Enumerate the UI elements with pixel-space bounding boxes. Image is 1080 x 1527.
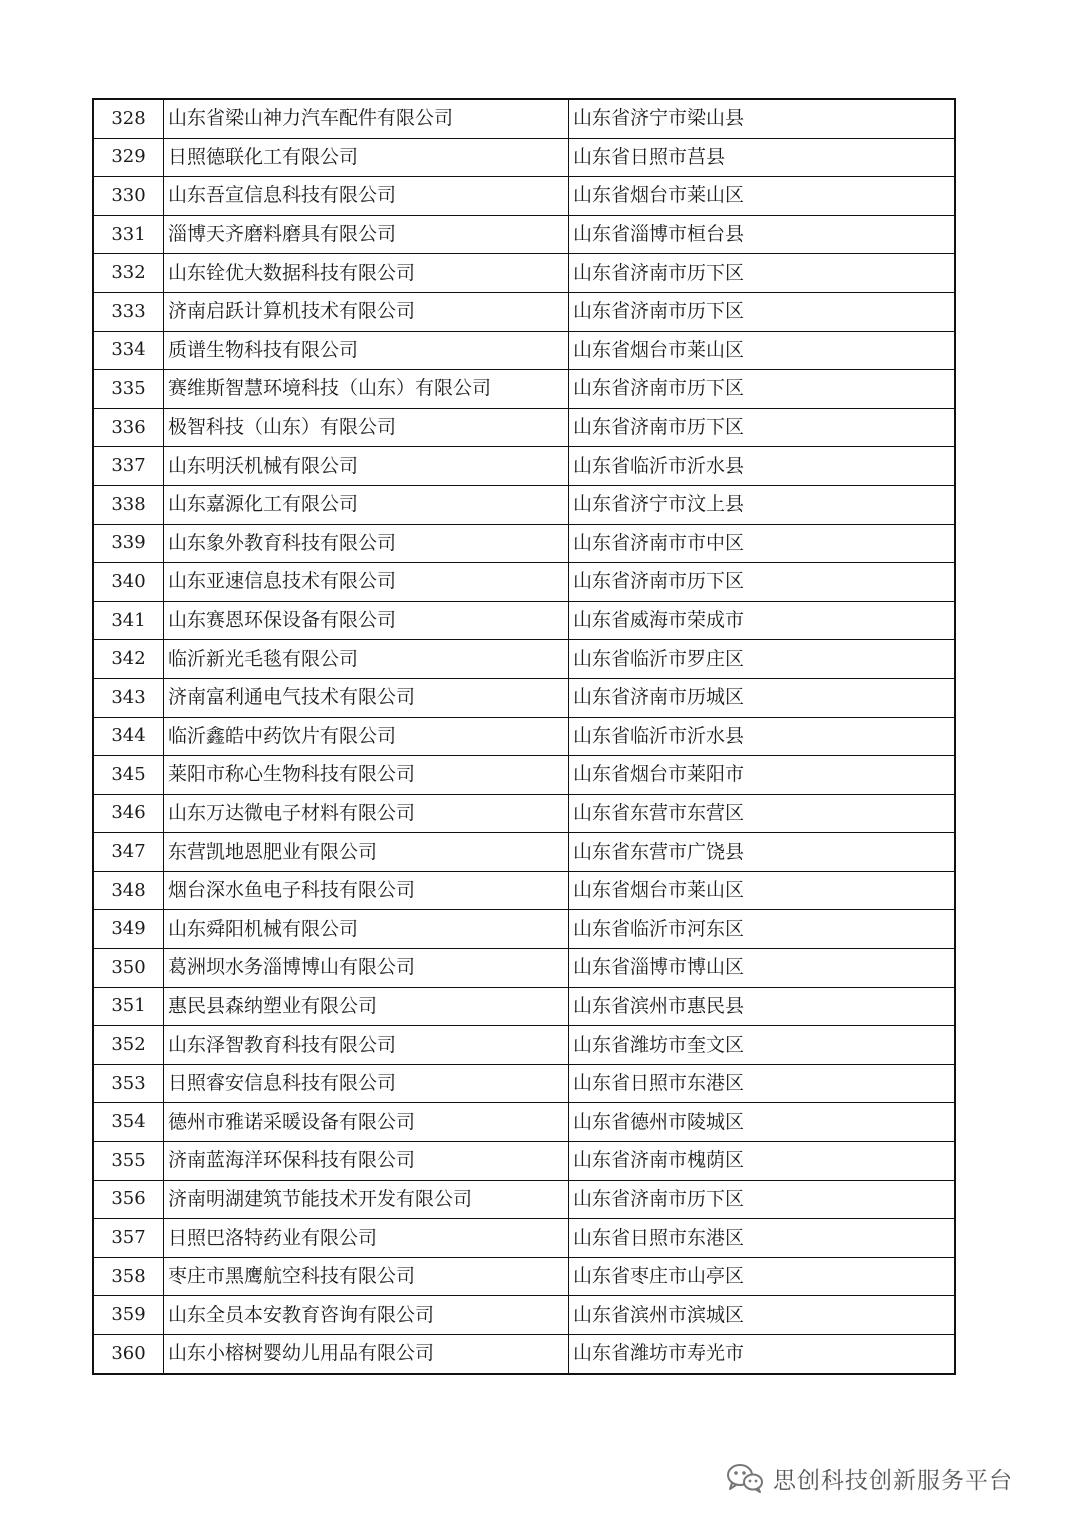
table-row (93, 678, 955, 717)
table-row (93, 1219, 955, 1258)
company-name: 临沂新光毛毯有限公司 (164, 640, 569, 679)
company-location: 山东省济南市市中区 (569, 524, 956, 563)
company-location: 山东省东营市东营区 (569, 794, 956, 833)
table-row (93, 987, 955, 1026)
row-number: 360 (93, 1335, 164, 1374)
table-row (93, 601, 955, 640)
row-number: 330 (93, 177, 164, 216)
row-number: 357 (93, 1219, 164, 1258)
company-name: 山东赛恩环保设备有限公司 (164, 601, 569, 640)
company-name: 山东亚速信息技术有限公司 (164, 563, 569, 602)
company-location: 山东省淄博市博山区 (569, 949, 956, 988)
company-name: 赛维斯智慧环境科技（山东）有限公司 (164, 370, 569, 409)
company-name: 山东小榕树婴幼儿用品有限公司 (164, 1335, 569, 1374)
table-row (93, 640, 955, 679)
row-number: 337 (93, 447, 164, 486)
table-row (93, 1257, 955, 1296)
table-row (93, 292, 955, 331)
table-row (93, 99, 955, 138)
table-row (93, 1335, 955, 1374)
company-location: 山东省临沂市罗庄区 (569, 640, 956, 679)
table-row (93, 138, 955, 177)
table-row (93, 717, 955, 756)
row-number: 359 (93, 1296, 164, 1335)
company-name: 日照巴洛特药业有限公司 (164, 1219, 569, 1258)
row-number: 350 (93, 949, 164, 988)
company-location: 山东省烟台市莱山区 (569, 177, 956, 216)
company-table (92, 98, 956, 1375)
row-number: 353 (93, 1064, 164, 1103)
row-number: 348 (93, 871, 164, 910)
row-number: 352 (93, 1026, 164, 1065)
company-name: 德州市雅诺采暖设备有限公司 (164, 1103, 569, 1142)
company-location: 山东省济南市历下区 (569, 563, 956, 602)
company-location: 山东省临沂市河东区 (569, 910, 956, 949)
company-name: 山东象外教育科技有限公司 (164, 524, 569, 563)
wechat-icon (725, 1462, 765, 1494)
company-location: 山东省德州市陵城区 (569, 1103, 956, 1142)
table-row (93, 331, 955, 370)
row-number: 333 (93, 292, 164, 331)
company-location: 山东省临沂市沂水县 (569, 447, 956, 486)
table-row (93, 910, 955, 949)
company-location: 山东省济南市历下区 (569, 1180, 956, 1219)
company-location: 山东省济南市历下区 (569, 254, 956, 293)
company-name: 极智科技（山东）有限公司 (164, 408, 569, 447)
company-location: 山东省枣庄市山亭区 (569, 1257, 956, 1296)
company-name: 济南蓝海洋环保科技有限公司 (164, 1142, 569, 1181)
company-name: 山东明沃机械有限公司 (164, 447, 569, 486)
company-name: 山东万达微电子材料有限公司 (164, 794, 569, 833)
company-name: 济南富利通电气技术有限公司 (164, 678, 569, 717)
table-row (93, 524, 955, 563)
company-name: 山东嘉源化工有限公司 (164, 485, 569, 524)
row-number: 346 (93, 794, 164, 833)
company-location: 山东省济南市历下区 (569, 408, 956, 447)
company-location: 山东省潍坊市寿光市 (569, 1335, 956, 1374)
company-location: 山东省日照市莒县 (569, 138, 956, 177)
row-number: 347 (93, 833, 164, 872)
company-name: 淄博天齐磨料磨具有限公司 (164, 215, 569, 254)
row-number: 339 (93, 524, 164, 563)
company-location: 山东省临沂市沂水县 (569, 717, 956, 756)
row-number: 338 (93, 485, 164, 524)
company-name: 日照德联化工有限公司 (164, 138, 569, 177)
table-row (93, 871, 955, 910)
company-location: 山东省滨州市滨城区 (569, 1296, 956, 1335)
table-row (93, 485, 955, 524)
table-row (93, 949, 955, 988)
row-number: 328 (93, 99, 164, 138)
company-location: 山东省济南市历下区 (569, 292, 956, 331)
table-row (93, 794, 955, 833)
company-location: 山东省日照市东港区 (569, 1064, 956, 1103)
table-row (93, 833, 955, 872)
row-number: 355 (93, 1142, 164, 1181)
table-row (93, 177, 955, 216)
company-location: 山东省潍坊市奎文区 (569, 1026, 956, 1065)
company-name: 济南启跃计算机技术有限公司 (164, 292, 569, 331)
row-number: 341 (93, 601, 164, 640)
row-number: 334 (93, 331, 164, 370)
table-row (93, 370, 955, 409)
company-location: 山东省济宁市梁山县 (569, 99, 956, 138)
company-location: 山东省烟台市莱阳市 (569, 756, 956, 795)
company-location: 山东省烟台市莱山区 (569, 871, 956, 910)
company-location: 山东省日照市东港区 (569, 1219, 956, 1258)
company-name: 东营凯地恩肥业有限公司 (164, 833, 569, 872)
row-number: 354 (93, 1103, 164, 1142)
table-row (93, 254, 955, 293)
company-location: 山东省济南市历城区 (569, 678, 956, 717)
table-row (93, 215, 955, 254)
company-location: 山东省济南市槐荫区 (569, 1142, 956, 1181)
row-number: 356 (93, 1180, 164, 1219)
company-name: 山东全员本安教育咨询有限公司 (164, 1296, 569, 1335)
company-name: 山东泽智教育科技有限公司 (164, 1026, 569, 1065)
company-name: 惠民县森纳塑业有限公司 (164, 987, 569, 1026)
company-location: 山东省济南市历下区 (569, 370, 956, 409)
table-row (93, 447, 955, 486)
company-name: 济南明湖建筑节能技术开发有限公司 (164, 1180, 569, 1219)
company-name: 枣庄市黑鹰航空科技有限公司 (164, 1257, 569, 1296)
company-location: 山东省威海市荣成市 (569, 601, 956, 640)
table-row (93, 408, 955, 447)
row-number: 342 (93, 640, 164, 679)
row-number: 329 (93, 138, 164, 177)
table-row (93, 1296, 955, 1335)
company-location: 山东省东营市广饶县 (569, 833, 956, 872)
company-name: 山东省梁山神力汽车配件有限公司 (164, 99, 569, 138)
row-number: 340 (93, 563, 164, 602)
table-row (93, 1103, 955, 1142)
company-name: 山东吾宣信息科技有限公司 (164, 177, 569, 216)
table-row (93, 1180, 955, 1219)
row-number: 351 (93, 987, 164, 1026)
company-location: 山东省济宁市汶上县 (569, 485, 956, 524)
company-name: 临沂鑫皓中药饮片有限公司 (164, 717, 569, 756)
company-name: 山东铨优大数据科技有限公司 (164, 254, 569, 293)
watermark (725, 1458, 1013, 1498)
company-location: 山东省淄博市桓台县 (569, 215, 956, 254)
row-number: 344 (93, 717, 164, 756)
company-name: 烟台深水鱼电子科技有限公司 (164, 871, 569, 910)
company-location: 山东省烟台市莱山区 (569, 331, 956, 370)
company-name: 山东舜阳机械有限公司 (164, 910, 569, 949)
row-number: 331 (93, 215, 164, 254)
row-number: 343 (93, 678, 164, 717)
row-number: 358 (93, 1257, 164, 1296)
table-row (93, 1026, 955, 1065)
row-number: 336 (93, 408, 164, 447)
company-name: 莱阳市称心生物科技有限公司 (164, 756, 569, 795)
row-number: 335 (93, 370, 164, 409)
row-number: 345 (93, 756, 164, 795)
table-row (93, 756, 955, 795)
company-name: 日照睿安信息科技有限公司 (164, 1064, 569, 1103)
row-number: 332 (93, 254, 164, 293)
table-row (93, 563, 955, 602)
company-name: 葛洲坝水务淄博博山有限公司 (164, 949, 569, 988)
watermark-text: 思创科技创新服务平台 (773, 1467, 1013, 1494)
table-row (93, 1064, 955, 1103)
table-row (93, 1142, 955, 1181)
company-name: 质谱生物科技有限公司 (164, 331, 569, 370)
row-number: 349 (93, 910, 164, 949)
company-table-body (93, 99, 955, 1374)
company-location: 山东省滨州市惠民县 (569, 987, 956, 1026)
